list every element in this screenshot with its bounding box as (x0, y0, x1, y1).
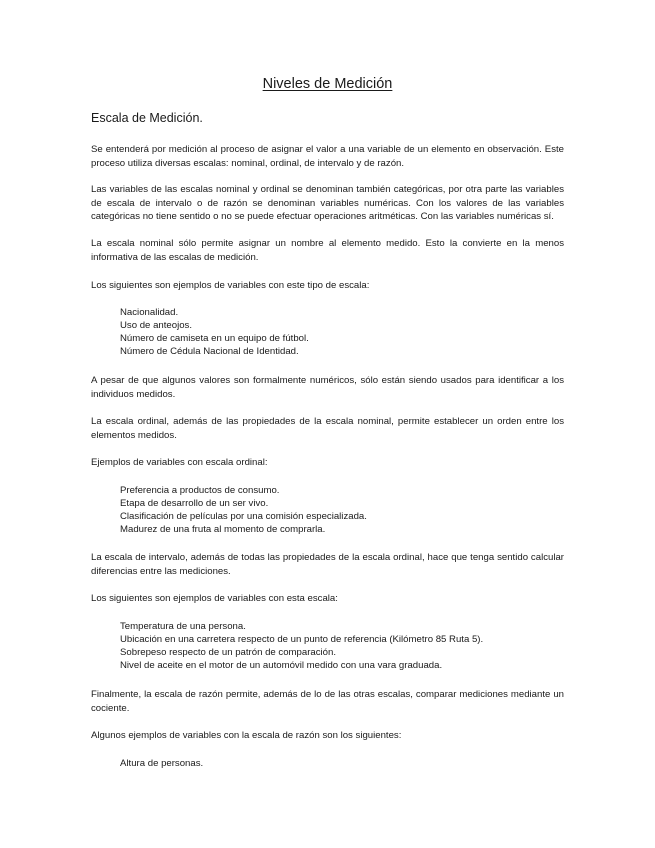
list-item: Preferencia a productos de consumo. (120, 485, 280, 496)
list-item: Madurez de una fruta al momento de comprarla. (120, 524, 326, 535)
list-item: Número de Cédula Nacional de Identidad. (120, 346, 299, 357)
paragraph-razon-intro: Algunos ejemplos de variables con la escala de razón son los siguientes: (91, 730, 402, 741)
paragraph-intervalo: La escala de intervalo, además de todas las propiedades de la escala ordinal, hace que tenga sentido calcular diferencias entre las mediciones. (91, 552, 564, 577)
paragraph-intervalo-intro: Los siguientes son ejemplos de variables con esta escala: (91, 593, 338, 604)
list-item: Ubicación en una carretera respecto de un punto de referencia (Kilómetro 85 Ruta 5). (120, 634, 484, 645)
list-item: Etapa de desarrollo de un ser vivo. (120, 498, 269, 509)
paragraph-razon: Finalmente, la escala de razón permite, además de lo de las otras escalas, comparar mediciones mediante un cociente. (91, 689, 564, 714)
paragraph-ordinal-intro: Ejemplos de variables con escala ordinal: (91, 457, 268, 468)
paragraph-definicion: Se entenderá por medición al proceso de asignar el valor a una variable de un elemento en observación. Este proceso utiliza diversas escalas: nominal, ordinal, de intervalo y de razón. (91, 144, 564, 169)
list-item: Altura de personas. (120, 758, 204, 769)
list-item: Nivel de aceite en el motor de un automóvil medido con una vara graduada. (120, 660, 443, 671)
list-item: Nacionalidad. (120, 307, 179, 318)
list-item: Número de camiseta en un equipo de fútbol. (120, 333, 309, 344)
page-title: Niveles de Medición (262, 76, 393, 92)
list-item: Sobrepeso respecto de un patrón de comparación. (120, 647, 336, 658)
paragraph-categoricas: Las variables de las escalas nominal y ordinal se denominan también categóricas, por otra parte las variables de escala de intervalo o de razón se denominan variables numéricas. Con los valores de las variables categóricas no tiene sentido o no se puede efectuar operaciones aritméticas. Con las variables numéricas sí. (91, 184, 564, 222)
list-item: Clasificación de películas por una comisión especializada. (120, 511, 367, 522)
section-heading: Escala de Medición. (91, 111, 203, 125)
paragraph-ordinal: La escala ordinal, además de las propiedades de la escala nominal, permite establecer un orden entre los elementos medidos. (91, 416, 564, 441)
paragraph-nominal-intro: Los siguientes son ejemplos de variables con este tipo de escala: (91, 280, 370, 291)
list-item: Temperatura de una persona. (120, 621, 246, 632)
paragraph-nominal: La escala nominal sólo permite asignar un nombre al elemento medido. Esto la convierte en la menos informativa de las escalas de medición. (91, 238, 564, 263)
paragraph-nominal-nota: A pesar de que algunos valores son formalmente numéricos, sólo están siendo usados para identificar a los individuos medidos. (91, 375, 564, 400)
list-item: Uso de anteojos. (120, 320, 192, 331)
